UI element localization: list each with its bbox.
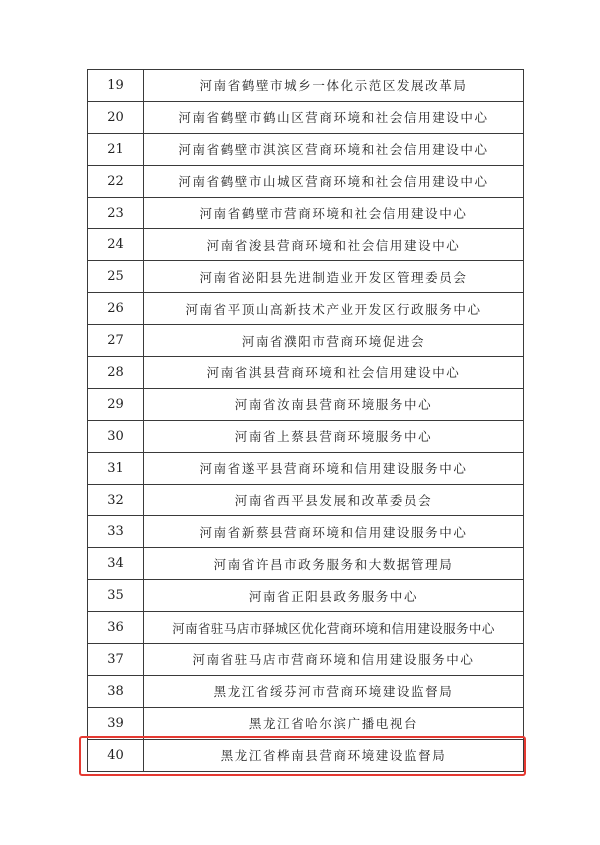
- row-number: 31: [88, 452, 144, 484]
- table-row: [88, 612, 524, 644]
- row-number: 23: [88, 197, 144, 229]
- table-row: [88, 229, 524, 261]
- organization-name: 河南省西平县发展和改革委员会: [144, 484, 524, 516]
- table-row: [88, 484, 524, 516]
- organization-table: [87, 69, 524, 772]
- row-number: 25: [88, 261, 144, 293]
- table-row: [88, 197, 524, 229]
- row-number: 40: [88, 739, 144, 771]
- row-number: 30: [88, 420, 144, 452]
- row-number: 32: [88, 484, 144, 516]
- organization-name: 河南省鹤壁市营商环境和社会信用建设中心: [144, 197, 524, 229]
- row-number: 33: [88, 516, 144, 548]
- table-row: [88, 420, 524, 452]
- table-row: [88, 357, 524, 389]
- row-number: 24: [88, 229, 144, 261]
- row-number: 38: [88, 675, 144, 707]
- table-row: [88, 707, 524, 739]
- row-number: 34: [88, 548, 144, 580]
- row-number: 21: [88, 133, 144, 165]
- table-row: [88, 580, 524, 612]
- row-number: 19: [88, 70, 144, 102]
- organization-name: 河南省鹤壁市城乡一体化示范区发展改革局: [144, 70, 524, 102]
- table-row: [88, 675, 524, 707]
- table-body: [88, 70, 524, 772]
- table-row: [88, 101, 524, 133]
- row-number: 29: [88, 388, 144, 420]
- row-number: 28: [88, 357, 144, 389]
- organization-name: 黑龙江省哈尔滨广播电视台: [144, 707, 524, 739]
- table-row: [88, 70, 524, 102]
- table-row: [88, 548, 524, 580]
- table-row: [88, 293, 524, 325]
- table-row: [88, 388, 524, 420]
- row-number: 22: [88, 165, 144, 197]
- organization-name: 黑龙江省桦南县营商环境建设监督局: [144, 739, 524, 771]
- organization-name: 河南省濮阳市营商环境促进会: [144, 325, 524, 357]
- organization-name: 河南省浚县营商环境和社会信用建设中心: [144, 229, 524, 261]
- organization-name: 河南省许昌市政务服务和大数据管理局: [144, 548, 524, 580]
- row-number: 26: [88, 293, 144, 325]
- organization-name: 河南省鹤壁市鹤山区营商环境和社会信用建设中心: [144, 101, 524, 133]
- row-number: 27: [88, 325, 144, 357]
- organization-name: 河南省遂平县营商环境和信用建设服务中心: [144, 452, 524, 484]
- table-row: [88, 133, 524, 165]
- table-row: [88, 165, 524, 197]
- organization-name: 河南省鹤壁市淇滨区营商环境和社会信用建设中心: [144, 133, 524, 165]
- organization-name: 河南省平顶山高新技术产业开发区行政服务中心: [144, 293, 524, 325]
- organization-name: 河南省驻马店市驿城区优化营商环境和信用建设服务中心: [144, 612, 524, 644]
- organization-name: 河南省泌阳县先进制造业开发区管理委员会: [144, 261, 524, 293]
- organization-name: 河南省驻马店市营商环境和信用建设服务中心: [144, 644, 524, 676]
- table-row: [88, 325, 524, 357]
- organization-name: 河南省正阳县政务服务中心: [144, 580, 524, 612]
- organization-name: 河南省上蔡县营商环境服务中心: [144, 420, 524, 452]
- row-number: 39: [88, 707, 144, 739]
- table-row: [88, 261, 524, 293]
- organization-name: 河南省淇县营商环境和社会信用建设中心: [144, 357, 524, 389]
- row-number: 37: [88, 644, 144, 676]
- table-row: [88, 452, 524, 484]
- organization-name: 河南省鹤壁市山城区营商环境和社会信用建设中心: [144, 165, 524, 197]
- table-row: [88, 739, 524, 771]
- organization-name: 河南省新蔡县营商环境和信用建设服务中心: [144, 516, 524, 548]
- row-number: 20: [88, 101, 144, 133]
- organization-name: 河南省汝南县营商环境服务中心: [144, 388, 524, 420]
- table-row: [88, 516, 524, 548]
- table-row: [88, 644, 524, 676]
- row-number: 35: [88, 580, 144, 612]
- organization-name: 黑龙江省绥芬河市营商环境建设监督局: [144, 675, 524, 707]
- row-number: 36: [88, 612, 144, 644]
